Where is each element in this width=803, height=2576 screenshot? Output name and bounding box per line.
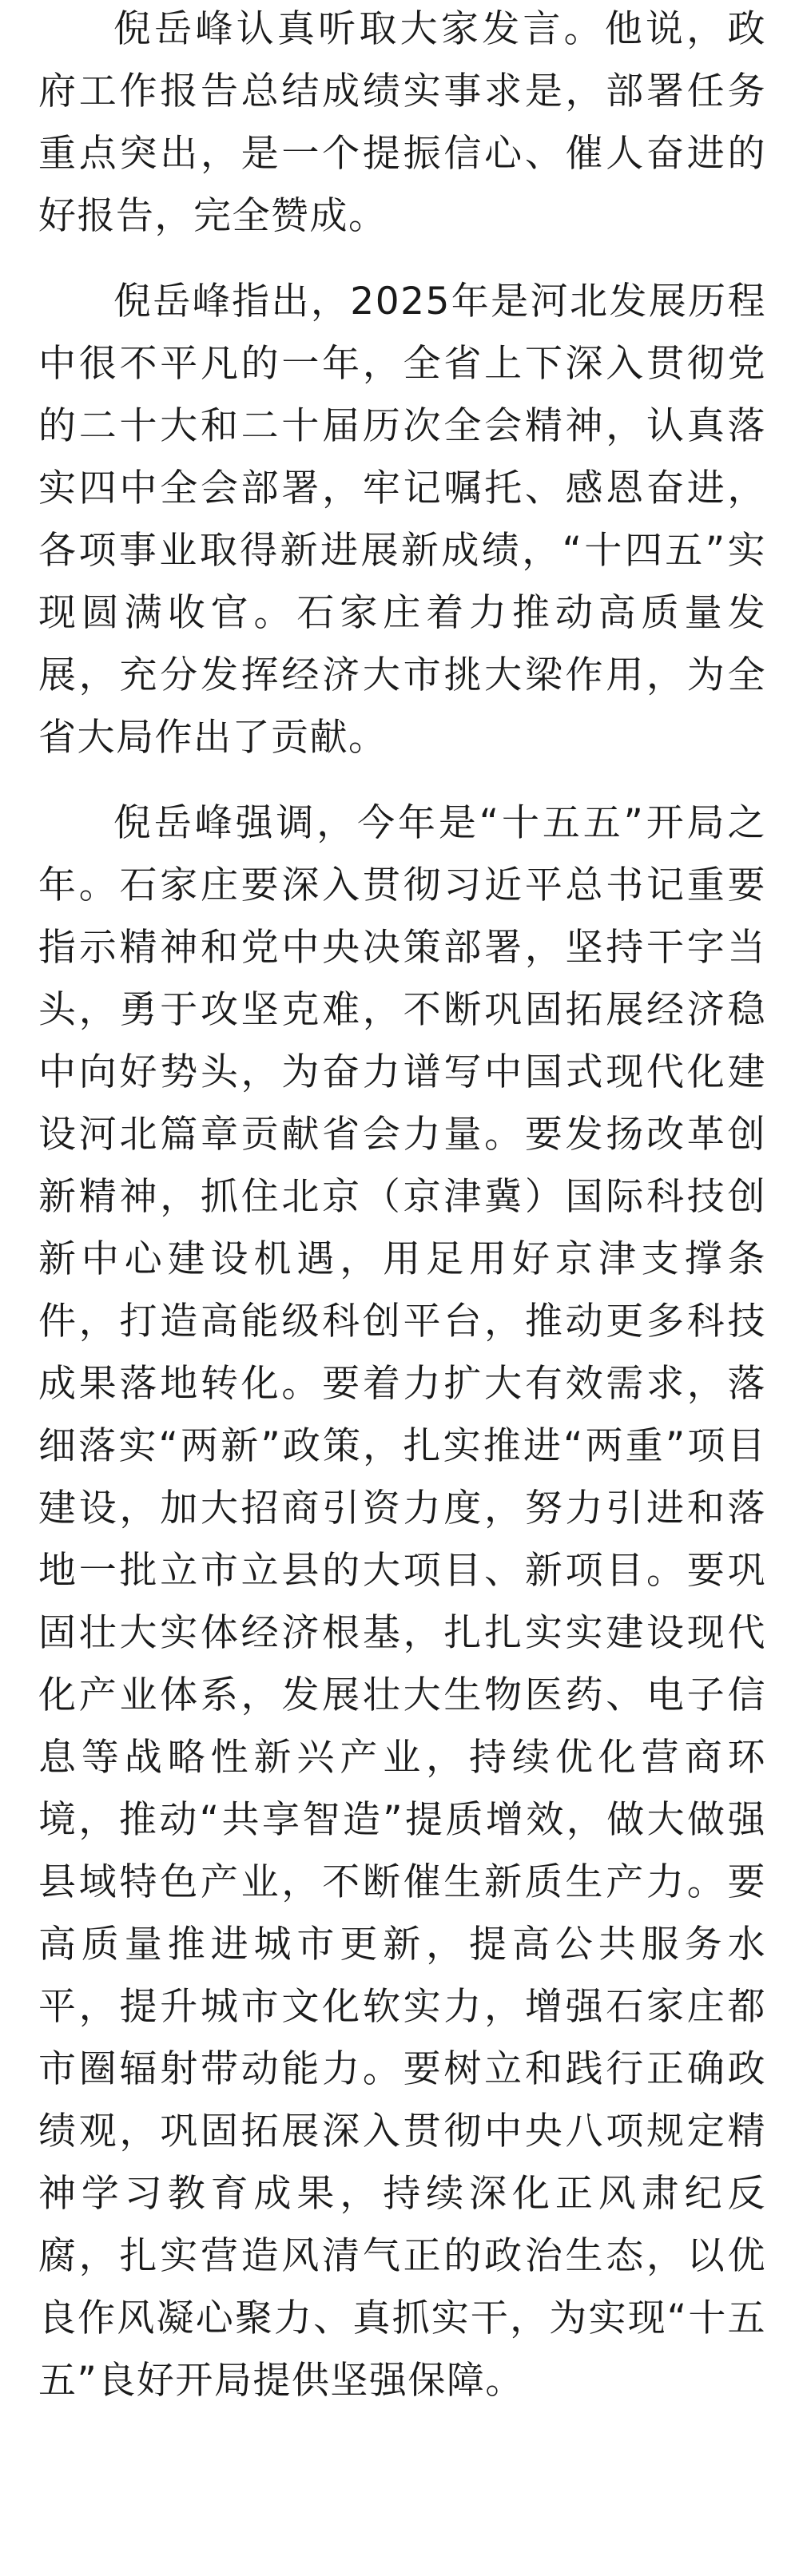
paragraph-3: 倪岳峰强调，今年是“十五五”开局之年。石家庄要深入贯彻习近平总书记重要指示精神和党中央决策部署，坚持干字当头，勇于攻坚克难，不断巩固拓展经济稳中向好势头，为奋力谱写中国式现代化建设河北篇章贡献省会力量。要发扬改革创新精神，抓住北京（京津冀）国际科技创新中心建设机遇，用足用好京津支撑条件，打造高能级科创平台，推动更多科技成果落地转化。要着力扩大有效需求，落细落实“两新”政策，扎实推进“两重”项目建设，加大招商引资力度，努力引进和落地一批立市立县的大项目、新项目。要巩固壮大实体经济根基，扎扎实实建设现代化产业体系，发展壮大生物医药、电子信息等战略性新兴产业，持续优化营商环境，推动“共享智造”提质增效，做大做强县域特色产业，不断催生新质生产力。要高质量推进城市更新，提高公共服务水平，提升城市文化软实力，增强石家庄都市圈辐射带动能力。要树立和践行正确政绩观，巩固拓展深入贯彻中央八项规定精神学习教育成果，持续深化正风肃纪反腐，扎实营造风清气正的政治生态，以优良作风凝心聚力、真抓实干，为实现“十五五”良好开局提供坚强保障。	[38, 801, 766, 2403]
paragraph-gap	[38, 769, 766, 792]
paragraph-2: 倪岳峰指出，2025年是河北发展历程中很不平凡的一年，全省上下深入贯彻党的二十大和二十届历次全会精神，认真落实四中全会部署，牢记嘱托、感恩奋进，各项事业取得新进展新成绩，“十四五”实现圆满收官。石家庄着力推动高质量发展，充分发挥经济大市挑大梁作用，为全省大局作出了贡献。	[38, 280, 766, 760]
paragraph-gap	[38, 248, 766, 271]
paragraph-1: 倪岳峰认真听取大家发言。他说，政府工作报告总结成绩实事求是，部署任务重点突出，是一个提振信心、催人奋进的好报告，完全赞成。	[38, 7, 766, 238]
